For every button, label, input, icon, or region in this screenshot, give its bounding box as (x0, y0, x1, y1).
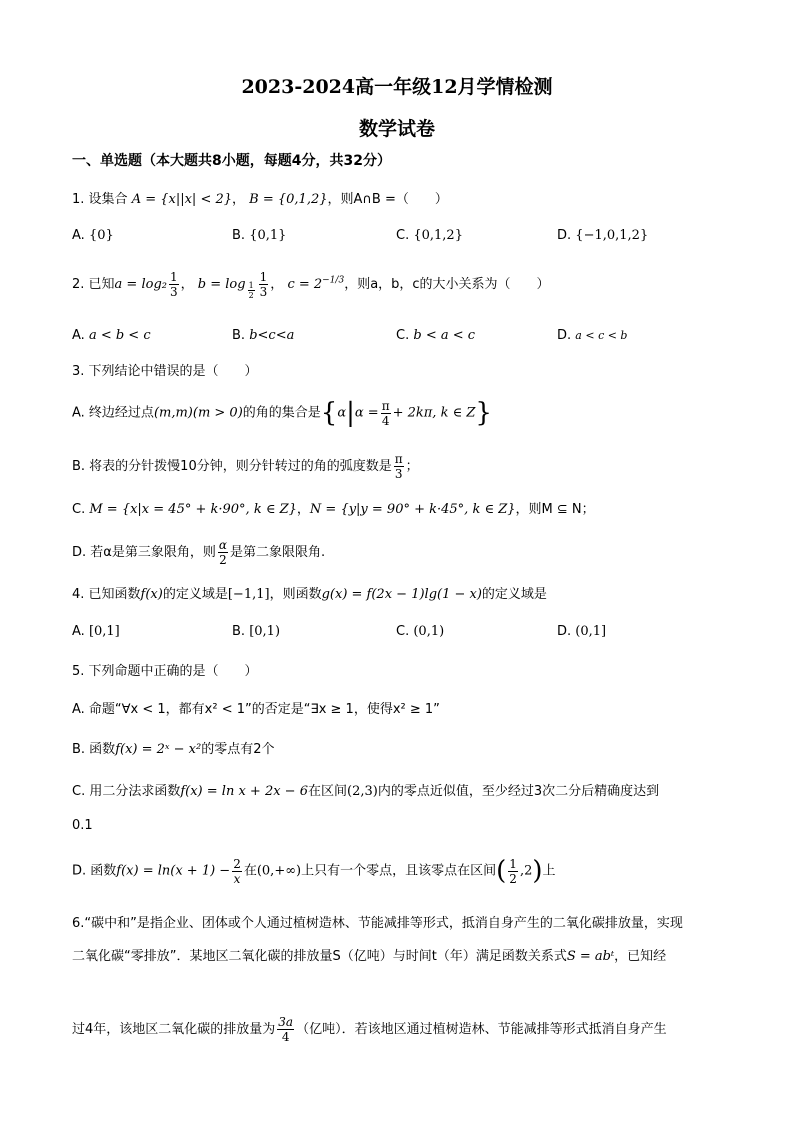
q4-option-b: B. [0,1) (232, 624, 281, 639)
q5-option-c: C. 用二分法求函数f(x) = ln x + 2x − 6在区间(2,3)内的零点近似值，至少经过3次二分后精确度达到 (72, 784, 660, 799)
question-6-line-3: 过4年，该地区二氧化碳的排放量为 $\frac{3a}{4}$ （亿吨）．若该地区通过植树造林、节能减排等形式抵消自身产生 (72, 1015, 667, 1044)
q5-option-d: D. 函数f(x) = ln(x + 1) − $\frac{2}{x}$ 在(0,+∞)上只有一个零点，且该零点在区间( $\frac{1}{2}$ ,2)上 (72, 856, 556, 886)
question-3-stem: 3. 下列结论中错误的是（ ） (72, 364, 258, 379)
set-a: A = {x||x| < 2} (131, 192, 233, 207)
q2-option-b: B. b<c<a (232, 328, 295, 343)
q4-option-d: D. (0,1] (557, 624, 607, 639)
q5-option-a: A. 命题“∀x < 1，都有x² < 1”的否定是“∃x ≥ 1，使得x² ≥ 1” (72, 702, 440, 717)
q5-option-b: B. 函数f(x) = 2ˣ − x²的零点有2个 (72, 742, 275, 757)
q3-option-c: C. M = {x|x = 45° + k·90°, k ∈ Z}，N = {y|y = 90° + k·45°, k ∈ Z}，则M ⊆ N； (72, 502, 595, 517)
q1-option-d: D. {−1,0,1,2} (557, 228, 649, 243)
q3-option-a: A. 终边经过点(m,m)(m > 0)的角的集合是{α|α = $\frac{\pi}{4}$ + 2kπ, k ∈ Z} (72, 398, 492, 428)
q1-option-a: A. {0} (72, 228, 114, 243)
question-1-stem: 1. 设集合 A = {x||x| < 2}， B = {0,1,2}，则A∩B =（ ） (72, 192, 448, 207)
question-5-stem: 5. 下列命题中正确的是（ ） (72, 664, 258, 679)
q4-option-a: A. [0,1] (72, 624, 120, 639)
question-2-stem: 2. 已知a = log₂ $\frac{1}{3}$ ， b = log $\frac{1}{2}$ $\frac{1}{3}$ ， $c = 2^{-1/3}$，则a，b，c的大小关系为（ ） (72, 270, 550, 300)
q2-option-a: A. a < b < c (72, 328, 151, 343)
q3-option-d: D. 若α是第三象限角，则 $\frac{\alpha}{2}$ 是第二象限限角. (72, 538, 326, 567)
q4-option-c: C. (0,1) (396, 624, 445, 639)
q3-option-b: B. 将表的分针拨慢10分钟，则分针转过的角的弧度数是 $\frac{\pi}{3}$ ； (72, 452, 419, 481)
q2-option-d: D. a < c < b (557, 328, 628, 343)
q2-option-c: C. b < a < c (396, 328, 476, 343)
question-6-line-1: 6.“碳中和”是指企业、团体或个人通过植树造林、节能减排等形式，抵消自身产生的二氧化碳排放量，实现 (72, 916, 683, 931)
question-6-line-2: 二氧化碳“零排放”．某地区二氧化碳的排放量S（亿吨）与时间t（年）满足函数关系式S = abᵗ，已知经 (72, 949, 667, 964)
question-4-stem: 4. 已知函数f(x)的定义域是[−1,1]，则函数g(x) = f(2x − 1)lg(1 − x)的定义域是 (72, 587, 547, 602)
set-b: B = {0,1,2} (249, 192, 328, 207)
q1-option-b: B. {0,1} (232, 228, 287, 243)
q1-option-c: C. {0,1,2} (396, 228, 463, 243)
exam-title: 2023-2024高一年级12月学情检测 (241, 76, 553, 98)
q5-option-c-continued: 0.1 (72, 818, 93, 833)
section-heading: 一、单选题（本大题共8小题，每题4分，共32分） (72, 153, 391, 169)
exam-subtitle: 数学试卷 (358, 118, 435, 140)
